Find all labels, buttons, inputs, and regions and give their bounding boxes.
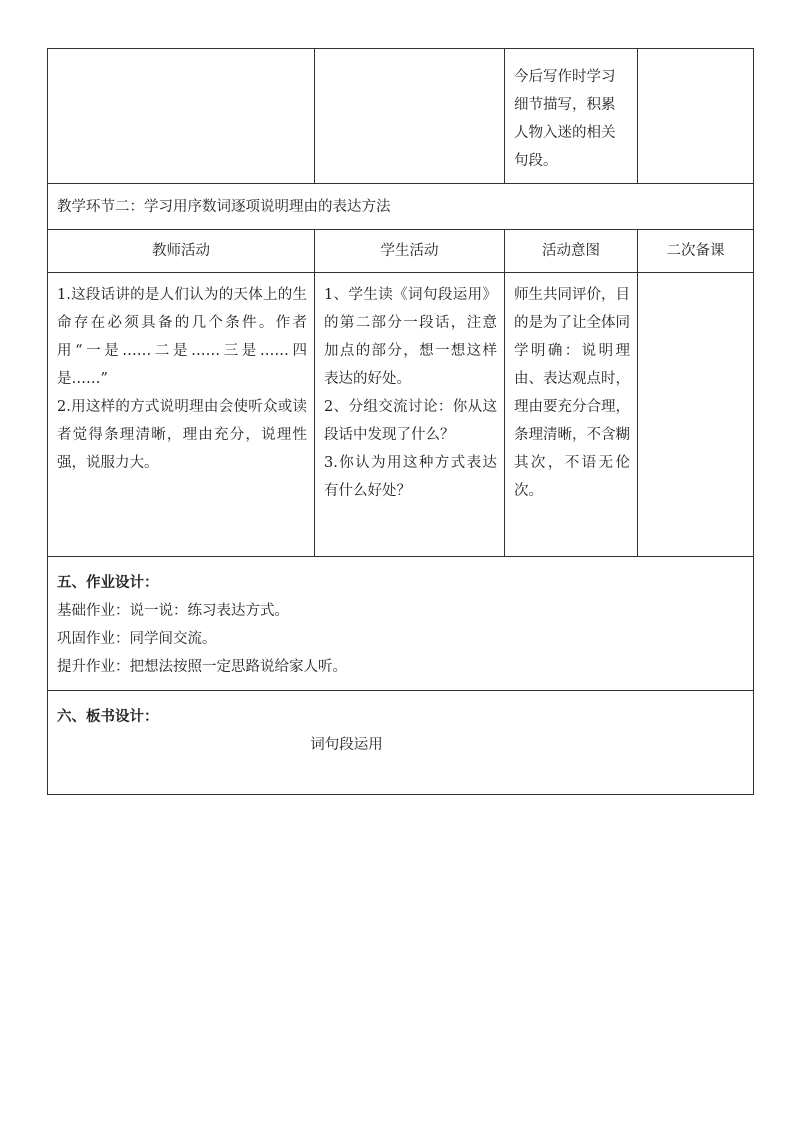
board-design-row	[48, 691, 754, 795]
student-point-3: 3.你认为用这种方式表达有什么好处？	[324, 455, 497, 499]
teacher-cell-empty	[48, 49, 315, 184]
student-point-1: 1、学生读《词句段运用》的第二部分一段话，注意加点的部分，想一想这样表达的好处。	[324, 287, 497, 387]
homework-item-advanced: 提升作业：把想法按照一定思路说给家人听。	[57, 659, 347, 675]
lesson-plan-table	[47, 48, 754, 795]
intent-line: 今后写作时学习	[514, 69, 616, 85]
intent-text: 师生共同评价，目的是为了让全体同学明确：说明理由、表达观点时，理由要充分合理，条理清晰，不含糊其次，不语无伦次。	[514, 287, 630, 499]
teacher-point-2: 2.用这样的方式说明理由会使听众或读者觉得条理清晰，理由充分，说理性强，说服力大。	[57, 399, 307, 471]
section2-title: 教学环节二：学习用序数词逐项说明理由的表达方法	[57, 198, 391, 215]
section2-title-row	[48, 184, 754, 230]
homework-item-basic: 基础作业：说一说：练习表达方式。	[57, 603, 289, 619]
board-title: 六、板书设计：	[57, 709, 159, 725]
second-prep-cell	[638, 273, 754, 557]
board-content: 词句段运用	[310, 737, 383, 753]
continuation-row	[48, 49, 754, 184]
student-cell-empty	[315, 49, 505, 184]
teacher-point-1: 1.这段话讲的是人们认为的天体上的生命存在必须具备的几个条件。作者用“一是……二是……三是……四是……”	[57, 287, 307, 387]
revision-cell-empty	[638, 49, 754, 184]
student-point-2: 2、分组交流讨论：你从这段话中发现了什么？	[324, 399, 497, 443]
header-second-prep: 二次备课	[638, 230, 754, 273]
teacher-activity-cell	[48, 273, 315, 557]
intent-line: 细节描写，积累	[514, 97, 616, 113]
intent-cell-top	[505, 49, 638, 184]
header-teacher-activity: 教师活动	[48, 230, 315, 273]
header-activity-intent: 活动意图	[505, 230, 638, 273]
student-activity-cell	[315, 273, 505, 557]
homework-title: 五、作业设计：	[57, 575, 159, 591]
intent-line: 句段。	[514, 153, 558, 169]
intent-line: 人物入迷的相关	[514, 125, 616, 141]
header-student-activity: 学生活动	[315, 230, 505, 273]
homework-item-consolidate: 巩固作业：同学间交流。	[57, 631, 217, 647]
header-row	[48, 230, 754, 273]
activity-intent-cell	[505, 273, 638, 557]
homework-row	[48, 557, 754, 691]
activity-content-row	[48, 273, 754, 557]
